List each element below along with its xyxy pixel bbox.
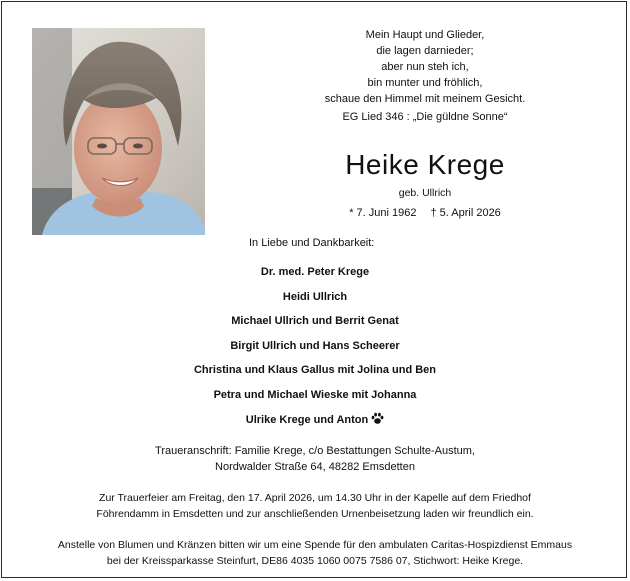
address-line: Traueranschrift: Familie Krege, c/o Bestattungen Schulte-Austum, [155, 445, 475, 457]
poem [320, 27, 530, 107]
donation-line: bei der Kreissparkasse Steinfurt, DE86 4035 1060 0075 7586 07, Stichwort: Heike Krege. [106, 555, 524, 567]
mourning-address [100, 443, 530, 475]
poem-line: bin munter und fröhlich, [367, 77, 483, 89]
mourner-name: Ulrike Krege und Anton [245, 414, 369, 426]
paw-print-icon [371, 412, 384, 429]
mourner-item: Christina und Klaus Gallus mit Jolina und Ben [193, 364, 437, 376]
ceremony-line: Zur Trauerfeier am Freitag, den 17. April 2026, um 14.30 Uhr in der Kapelle auf dem Friedhof [99, 492, 531, 504]
poem-line: schaue den Himmel mit meinem Gesicht. [324, 93, 526, 105]
mourner-item: Heidi Ullrich [282, 290, 348, 303]
birth-name: geb. Ullrich [398, 187, 452, 199]
poem-line: aber nun steh ich, [381, 61, 469, 73]
mourner-item: Dr. med. Peter Krege [260, 266, 370, 278]
deceased-name: Heike Krege [345, 149, 505, 180]
address-line: Nordwalder Straße 64, 48282 Emsdetten [215, 461, 415, 473]
donation-line: Anstelle von Blumen und Kränzen bitten wir um eine Spende für den ambulaten Caritas-Hospizdienst Emmaus [57, 539, 573, 551]
funeral-ceremony-text [30, 490, 600, 522]
mourner-item-last [100, 412, 530, 437]
mourner-item: Petra und Michael Wieske mit Johanna [213, 388, 417, 401]
birth-date: * 7. Juni 1962 [349, 207, 417, 219]
death-date: † 5. April 2026 [430, 207, 501, 219]
poem-source: EG Lied 346 : „Die güldne Sonne“ [342, 111, 508, 123]
mourner-item: Birgit Ullrich und Hans Scheerer [230, 339, 400, 352]
mourners-list [100, 265, 530, 437]
poem-line: die lagen darnieder; [376, 45, 474, 57]
poem-line: Mein Haupt und Glieder, [365, 29, 485, 41]
donation-request [20, 537, 610, 569]
ceremony-line: Föhrendamm in Emsdetten und zur anschließenden Urnenbeisetzung laden wir freundlich ein. [96, 508, 534, 520]
portrait-photo [32, 28, 205, 235]
thanks-intro: In Liebe und Dankbarkeit: [249, 237, 375, 249]
mourner-item: Michael Ullrich und Berrit Genat [231, 315, 399, 327]
life-dates [300, 205, 550, 221]
